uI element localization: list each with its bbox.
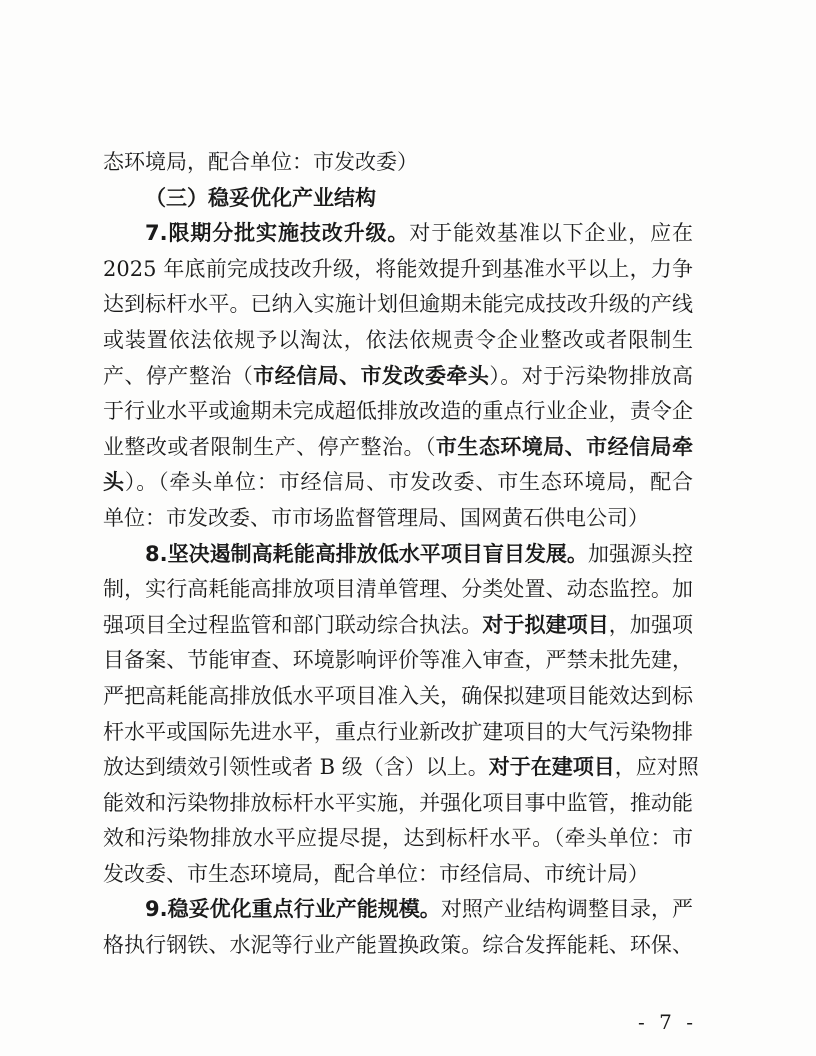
text-line — [103, 216, 693, 252]
text-segment: 强项目全过程监管和部门联动综合执法。 — [103, 612, 483, 637]
text-segment: 放达到绩效引领性或者 B 级（含）以上。 — [103, 755, 489, 780]
text-segment: ）。（牵头单位：市经信局、市发改委、市生态环境局，配合 — [124, 470, 694, 495]
bold-text: 8.坚决遏制高耗能高排放低水平项目盲目发展。 — [145, 541, 588, 566]
text-segment: 态环境局，配合单位：市发改委） — [103, 150, 418, 174]
text-segment: 加强源头控 — [587, 541, 694, 566]
text-line — [103, 359, 693, 395]
text-segment: ）。对于污染物排放高 — [489, 363, 694, 388]
bold-text: 9.稳妥优化重点行业产能规模。 — [145, 897, 441, 922]
text-segment: ，加强项 — [608, 612, 694, 637]
text-line — [103, 928, 693, 964]
text-line — [103, 145, 693, 181]
text-line — [103, 892, 693, 928]
page-number: - 7 - — [638, 1010, 697, 1034]
text-segment: 2025 年底前完成技改升级，将能效提升到基准水平以上，力争 — [103, 256, 693, 281]
text-line — [103, 821, 693, 857]
text-segment: 产、停产整治（ — [103, 363, 254, 388]
text-line — [103, 323, 693, 359]
document-body — [103, 145, 699, 964]
text-segment: 业整改或者限制生产、停产整治。（ — [103, 434, 436, 459]
text-segment: 效和污染物排放水平应提尽提，达到标杆水平。（牵头单位：市 — [103, 826, 693, 851]
text-line — [103, 537, 693, 573]
text-segment: 制，实行高耗能高排放项目清单管理、分类处置、动态监控。加 — [103, 577, 693, 602]
text-line — [103, 501, 693, 537]
text-line — [103, 715, 693, 751]
text-line — [103, 572, 693, 608]
bold-text: （三）稳妥优化产业结构 — [145, 185, 376, 210]
text-line — [103, 857, 693, 893]
text-segment: 格执行钢铁、水泥等行业产能置换政策。综合发挥能耗、环保、 — [103, 933, 693, 958]
bold-text: 头 — [103, 470, 125, 495]
text-line — [103, 394, 693, 430]
bold-text: 对于在建项目 — [488, 755, 615, 780]
text-line — [103, 679, 693, 715]
text-segment: 或装置依法依规予以淘汰，依法依规责令企业整改或者限制生 — [103, 327, 693, 352]
text-line — [103, 750, 699, 786]
text-segment: 于行业水平或逾期未完成超低排放改造的重点行业企业，责令企 — [103, 399, 693, 424]
bold-text: 对于拟建项目 — [482, 612, 609, 637]
text-segment: 达到标杆水平。已纳入实施计划但逾期未能完成技改升级的产线 — [103, 292, 693, 317]
text-segment: 严把高耗能高排放低水平项目准入关，确保拟建项目能效达到标 — [103, 683, 693, 708]
bold-text: 市生态环境局、市经信局牵 — [435, 434, 693, 459]
bold-text: 市经信局、市发改委牵头 — [253, 363, 490, 388]
text-line — [103, 430, 693, 466]
text-line — [103, 252, 693, 288]
text-segment: 发改委、市生态环境局，配合单位：市经信局、市统计局） — [103, 861, 649, 886]
text-line — [103, 643, 693, 679]
text-segment: 目备案、节能审查、环境影响评价等准入审查，严禁未批先建， — [103, 648, 693, 673]
text-segment: 能效和污染物排放标杆水平实施，并强化项目事中监管，推动能 — [103, 790, 693, 815]
text-line — [103, 786, 693, 822]
text-line — [103, 465, 693, 501]
bold-text: 7.限期分批实施技改升级。 — [145, 221, 410, 246]
text-segment: 单位：市发改委、市市场监督管理局、国网黄石供电公司） — [103, 505, 649, 530]
text-line — [103, 181, 693, 217]
text-segment: ，应对照 — [614, 755, 699, 780]
text-line — [103, 287, 693, 323]
text-segment: 对照产业结构调整目录，严 — [440, 897, 694, 922]
text-segment: 杆水平或国际先进水平，重点行业新改扩建项目的大气污染物排 — [103, 719, 693, 744]
text-segment: 对于能效基准以下企业，应在 — [409, 221, 693, 246]
text-line — [103, 608, 693, 644]
